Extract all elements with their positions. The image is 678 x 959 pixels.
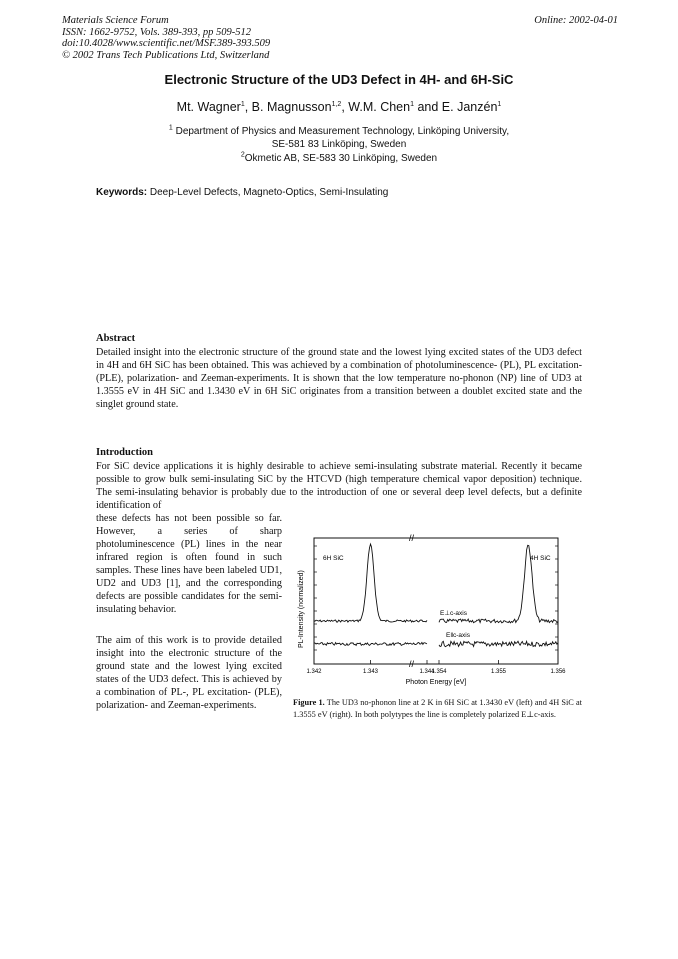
plot-frame — [314, 538, 558, 664]
online-date: Online: 2002-04-01 — [534, 15, 618, 26]
x-tick-label: 1.355 — [490, 669, 507, 675]
series-trace-par-1 — [439, 641, 558, 646]
introduction-heading: Introduction — [96, 447, 153, 458]
panel-label-4h: 4H SiC — [530, 555, 551, 562]
author-affil-mark: 1 — [240, 100, 245, 108]
copyright-line: © 2002 Trans Tech Publications Ltd, Switzerland — [62, 49, 270, 61]
series-trace-par-0 — [314, 643, 427, 646]
author-list — [0, 100, 678, 114]
abstract-text: Detailed insight into the electronic structure of the ground state and the lowest lying excited states of the UD3 defect in 4H and 6H SiC has been obtained. This was achieved by a combination of photoluminescence- (PL), PL excitation- (PLE), polarization- and Zeeman-experiments. It is shown that the low temperature no-phonon (NP) line of UD3 at 1.3555 eV in 4H SiC and 1.3430 eV in 6H SiC originates from a transition between a doublet excited state and the singlet ground state. — [96, 347, 582, 410]
introduction-column-1: these defects has not been possible so far. However, a series of sharp photoluminescence (PL) lines in the near infrared region is often found in such samples. These lines have been labeled UD1, UD2 and UD3 [1], and the corresponding defects are possible candidates for the semi-insulating behavior. — [96, 513, 282, 615]
pl-spectrum-chart — [292, 527, 582, 687]
affil-text: Okmetic AB, SE-583 30 Linköping, Sweden — [244, 153, 438, 164]
y-axis-label: PL-Intensity (normalized) — [298, 570, 305, 648]
affiliation-1 — [0, 126, 678, 151]
caption-text: The UD3 no-phonon line at 2 K in 6H SiC at 1.3430 eV (left) and 4H SiC at 1.3555 eV (right). In both polytypes the line is completely polarized E⊥c-axis. — [293, 698, 582, 719]
introduction-column-2: The aim of this work is to provide detailed insight into the electronic structure of the ground state and the lowest lying excited states of the UD3 defect. This is achieved by a combination of PL-, PL excitation- (PLE), polarization- and Zeeman-experiments. — [96, 635, 282, 711]
x-tick-label: 1.342 — [306, 669, 322, 675]
author-affil-mark: 1 — [497, 100, 502, 108]
abstract-heading: Abstract — [96, 333, 136, 344]
author-name: , W.M. Chen — [341, 100, 411, 114]
author-affil-mark: 1 — [410, 100, 414, 108]
x-axis-label: Photon Energy [eV] — [405, 679, 467, 686]
author-name: Mt. Wagner — [176, 100, 241, 114]
journal-header — [62, 15, 270, 61]
affil-mark: 2 — [240, 151, 245, 159]
series-label-par: E‖c-axis — [446, 632, 470, 639]
x-tick-label: 1.344 — [419, 669, 435, 675]
figure-1-caption — [293, 697, 582, 720]
issn-line: ISSN: 1662-9752, Vols. 389-393, pp 509-512 — [62, 26, 251, 38]
doi-line[interactable]: doi:10.4028/www.scientific.net/MSF.389-393.509 — [62, 38, 271, 49]
affiliation-2 — [0, 153, 678, 166]
keywords-text: Deep-Level Defects, Magneto-Optics, Semi-Insulating — [147, 187, 389, 198]
affil-text: SE-581 83 Linköping, Sweden — [271, 138, 407, 150]
axis-break-bottom: // — [409, 659, 415, 669]
x-tick-label: 1.354 — [431, 669, 447, 675]
axis-break-top: // — [409, 533, 415, 543]
journal-name: Materials Science Forum — [62, 15, 169, 26]
author-name: and E. Janzén — [414, 100, 498, 114]
affil-text: Department of Physics and Measurement Technology, Linköping University, — [172, 126, 510, 137]
caption-label: Figure 1. — [293, 698, 325, 707]
affil-mark: 1 — [168, 124, 173, 132]
keywords — [96, 187, 388, 198]
introduction-text: For SiC device applications it is highly desirable to achieve semi-insulating substrate material. Recently it became possible to grow bulk semi-insulating SiC by the HTCVD (high temperature chemical vapor deposition) technique. The semi-insulating behavior is probably due to the introduction of one or several deep level defects, but a definite identification of — [96, 461, 582, 511]
author-name: , B. Magnusson — [244, 100, 332, 114]
x-tick-label: 1.356 — [550, 669, 566, 675]
panel-label-6h: 6H SiC — [323, 555, 344, 562]
author-affil-mark: 1,2 — [331, 100, 342, 108]
keywords-label: Keywords: — [96, 187, 148, 198]
x-tick-label: 1.343 — [362, 669, 379, 675]
paper-title: Electronic Structure of the UD3 Defect in 4H- and 6H-SiC — [164, 72, 514, 87]
figure-1 — [292, 527, 582, 687]
series-label-perp: E⊥c-axis — [440, 610, 467, 617]
